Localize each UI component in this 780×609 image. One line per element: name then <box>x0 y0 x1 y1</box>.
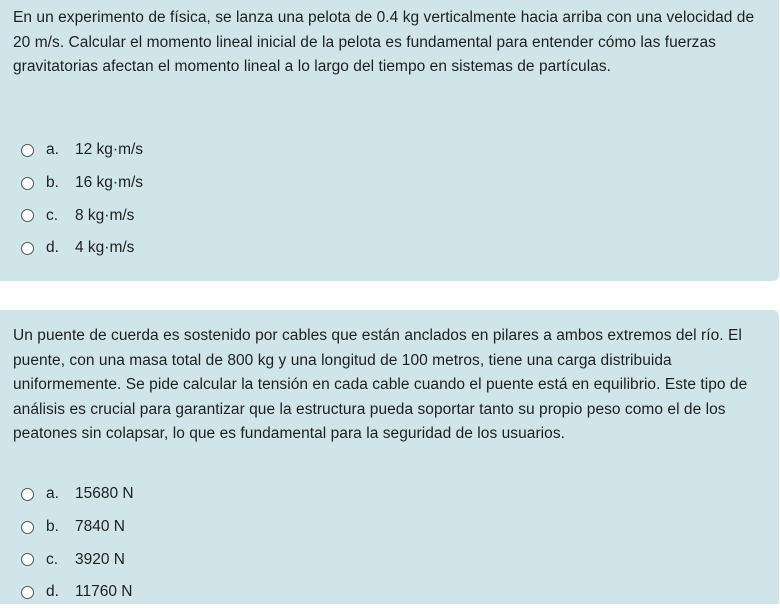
answer-letter: c. <box>46 550 59 568</box>
radio-button[interactable] <box>21 209 34 222</box>
answer-option-a[interactable] <box>21 478 134 511</box>
answer-text: 8 kg·m/s <box>75 206 135 224</box>
answer-letter: b. <box>46 518 59 536</box>
answer-letter: a. <box>46 485 59 503</box>
answer-option-a[interactable] <box>21 134 143 167</box>
question-card-2 <box>0 310 779 604</box>
answer-option-d[interactable] <box>21 232 143 265</box>
answer-option-b[interactable] <box>21 167 143 200</box>
answer-option-c[interactable] <box>21 543 134 576</box>
answer-text: 16 kg·m/s <box>75 174 144 192</box>
question-card-1 <box>0 0 779 281</box>
radio-button[interactable] <box>21 488 34 501</box>
answer-option-b[interactable] <box>21 511 134 544</box>
answer-text: 12 kg·m/s <box>75 141 144 159</box>
radio-button[interactable] <box>21 177 34 190</box>
radio-button[interactable] <box>21 144 34 157</box>
answer-text: 3920 N <box>75 550 125 568</box>
answer-letter: a. <box>46 141 59 159</box>
radio-button[interactable] <box>21 242 34 255</box>
answer-option-c[interactable] <box>21 199 143 232</box>
answer-letter: c. <box>46 206 59 224</box>
answer-list <box>21 478 134 609</box>
answer-letter: d. <box>46 583 59 601</box>
answer-letter: d. <box>46 239 59 257</box>
question-text: En un experimento de física, se lanza una pelota de 0.4 kg verticalmente hacia arriba con una velocidad de 20 m/s. Calcular el momento lineal inicial de la pelota es fundamental para entender cómo las fuerzas gravitatorias afectan el momento lineal a lo largo del tiempo en sistemas de partículas. <box>13 9 755 75</box>
answer-letter: b. <box>46 174 59 192</box>
radio-button[interactable] <box>21 586 34 599</box>
radio-button[interactable] <box>21 521 34 534</box>
answer-text: 7840 N <box>75 518 125 536</box>
answer-text: 15680 N <box>75 485 134 503</box>
radio-button[interactable] <box>21 553 34 566</box>
answer-text: 4 kg·m/s <box>75 239 135 257</box>
answer-text: 11760 N <box>75 583 133 601</box>
answer-list <box>21 134 143 265</box>
question-text: Un puente de cuerda es sostenido por cables que están anclados en pilares a ambos extremos del río. El puente, con una masa total de 800 kg y una longitud de 100 metros, tiene una carga distribuida uniformemente. Se pide calcular la tensión en cada cable cuando el puente está en equilibrio. Este tipo de análisis es crucial para garantizar que la estructura pueda soportar tanto su propio peso como el de los peatones sin colapsar, lo que es fundamental para la seguridad de los usuarios. <box>13 327 748 442</box>
